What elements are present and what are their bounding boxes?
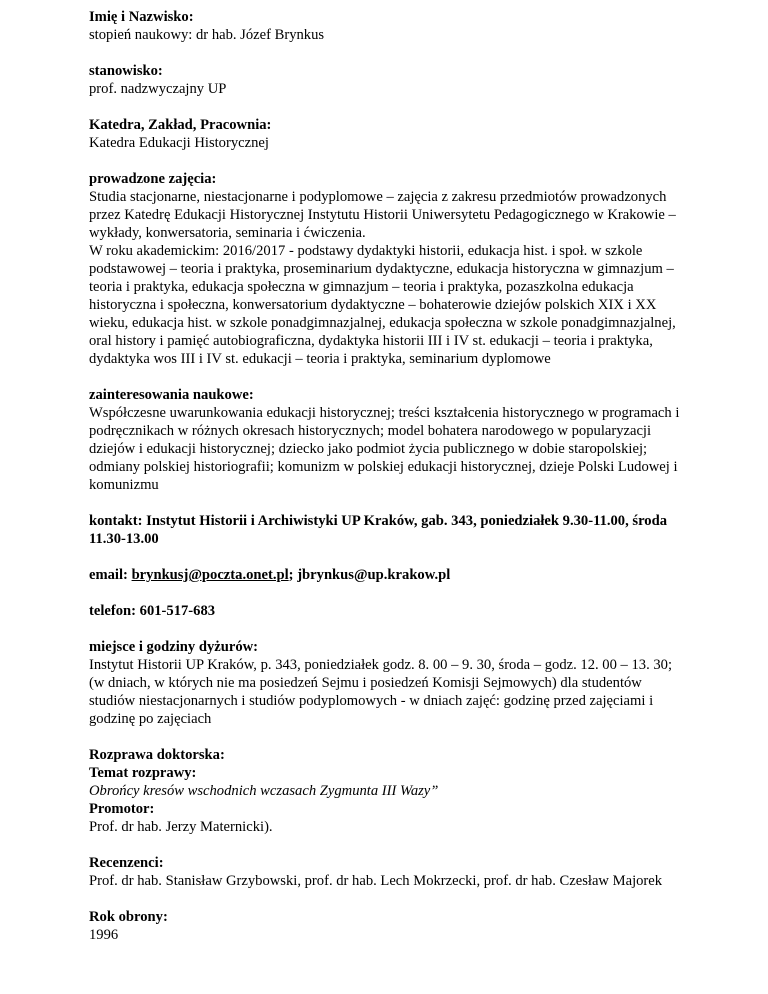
name-value: stopień naukowy: dr hab. Józef Brynkus bbox=[89, 27, 325, 43]
name-label: Imię i Nazwisko: bbox=[89, 9, 194, 25]
email-label: email: bbox=[89, 567, 132, 583]
topic-value: Obrońcy kresów wschodnich wczasach Zygmunta III Wazy” bbox=[89, 783, 439, 799]
defense-label: Rok obrony: bbox=[89, 909, 168, 925]
phone-text: telefon: 601-517-683 bbox=[89, 603, 216, 619]
dissertation-section bbox=[89, 746, 689, 836]
office-hours-section bbox=[89, 638, 689, 728]
dissertation-label: Rozprawa doktorska: bbox=[89, 747, 225, 763]
phone-section bbox=[89, 602, 689, 620]
interests-section bbox=[89, 386, 689, 494]
courses-text-year: W roku akademickim: 2016/2017 - podstawy dydaktyki historii, edukacja hist. i społ. w szkole podstawowej – teoria i praktyka, proseminarium dydaktyczne, edukacja historyczna w gimnazjum – teoria i praktyka, edukacja społeczna w gimnazjum – teoria i praktyka, pozaszkolna edukacja historyczna i społeczna, konwersatorium dydaktyczne – bohaterowie dziejów polskich XIX i XX wieku, edukacja hist. w szkole ponadgimnazjalnej, edukacja społeczna w szkole ponadgimnazjalnej, oral history i pamięć autobiograficzna, dydaktyka historii III i IV st. edukacji – teoria i praktyka, dydaktyka wos III i IV st. edukacji – teoria i praktyka, seminarium dyplomowe bbox=[89, 243, 676, 367]
name-section bbox=[89, 0, 689, 44]
position-section bbox=[89, 62, 689, 98]
position-label: stanowisko: bbox=[89, 63, 163, 79]
contact-section bbox=[89, 512, 689, 548]
reviewers-text: Prof. dr hab. Stanisław Grzybowski, prof. dr hab. Lech Mokrzecki, prof. dr hab. Czesław Majorek bbox=[89, 873, 663, 889]
office-hours-text: Instytut Historii UP Kraków, p. 343, poniedziałek godz. 8. 00 – 9. 30, środa – godz. 12. 00 – 13. 30; (w dniach, w których nie ma posiedzeń Sejmu i posiedzeń Komisji Sejmowych) dla studentów studiów niestacjonarnych i studiów podyplomowych - w dniach zajęć: godzinę przed zajęciami i godzinę po zajęciach bbox=[89, 657, 673, 727]
department-value: Katedra Edukacji Historycznej bbox=[89, 135, 269, 151]
reviewers-section bbox=[89, 854, 689, 890]
courses-text-general: Studia stacjonarne, niestacjonarne i podyplomowe – zajęcia z zakresu przedmiotów prowadzonych przez Katedrę Edukacji Historycznej Instytutu Historii Uniwersytetu Pedagogicznego w Krakowie – wykłady, konwersatoria, seminaria i ćwiczenia. bbox=[89, 189, 676, 241]
department-section bbox=[89, 116, 689, 152]
contact-text: kontakt: Instytut Historii i Archiwistyki UP Kraków, gab. 343, poniedziałek 9.30-11.00, środa 11.30-13.00 bbox=[89, 513, 668, 547]
courses-label: prowadzone zajęcia: bbox=[89, 171, 217, 187]
interests-label: zainteresowania naukowe: bbox=[89, 387, 254, 403]
email-separator: ; bbox=[288, 567, 298, 583]
email-link-up[interactable]: jbrynkus@up.krakow.pl bbox=[297, 567, 451, 583]
position-value: prof. nadzwyczajny UP bbox=[89, 81, 227, 97]
email-section bbox=[89, 566, 689, 584]
interests-text: Współczesne uwarunkowania edukacji historycznej; treści kształcenia historycznego w programach i podręcznikach w różnych okresach historycznych; model bohatera narodowego w popularyzacji dziejów i edukacji historycznej; dziecko jako podmiot życia publicznego w dobie staropolskiej; odmiany polskiej historiografii; komunizm w polskiej edukacji historycznej, dzieje Polski Ludowej i komunizmu bbox=[89, 405, 680, 493]
defense-section bbox=[89, 908, 689, 944]
office-hours-label: miejsce i godziny dyżurów: bbox=[89, 639, 259, 655]
promoter-label: Promotor: bbox=[89, 801, 155, 817]
courses-section bbox=[89, 170, 689, 368]
promoter-value: Prof. dr hab. Jerzy Maternicki). bbox=[89, 819, 273, 835]
reviewers-label: Recenzenci: bbox=[89, 855, 164, 871]
department-label: Katedra, Zakład, Pracownia: bbox=[89, 117, 272, 133]
defense-value: 1996 bbox=[89, 927, 119, 943]
email-link-onet[interactable]: brynkusj@poczta.onet.pl bbox=[131, 567, 289, 583]
topic-label: Temat rozprawy: bbox=[89, 765, 197, 781]
document-page bbox=[89, 0, 689, 962]
email-line bbox=[89, 566, 689, 584]
